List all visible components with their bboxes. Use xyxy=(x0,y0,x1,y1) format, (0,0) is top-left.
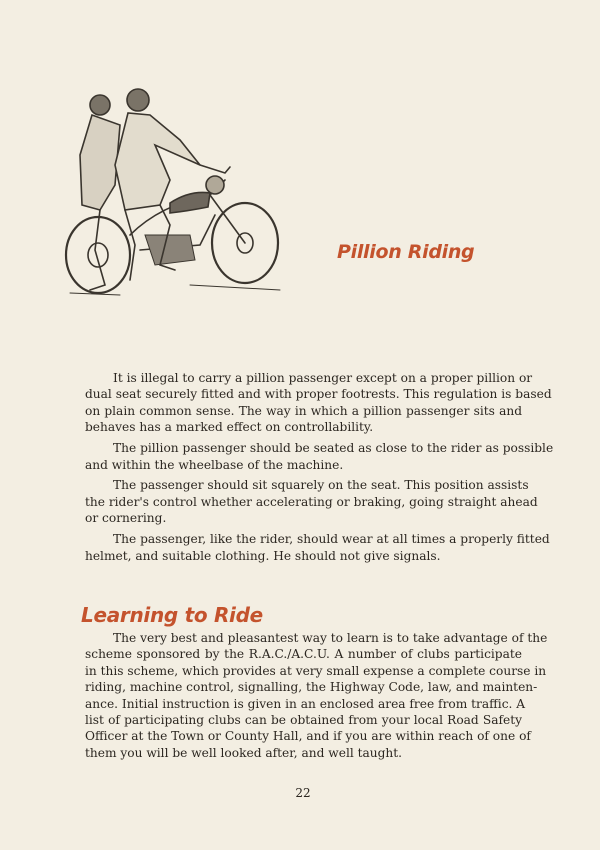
paragraph xyxy=(85,531,550,564)
paragraph xyxy=(85,477,538,526)
text-line: on plain common sense. The way in which a pillion passenger sits and xyxy=(85,403,522,418)
text-line: them you will be well looked after, and well taught. xyxy=(85,745,403,760)
text-line: ance. Initial instruction is given in an enclosed area free from traffic. A xyxy=(85,696,526,711)
page-number: 22 xyxy=(295,786,311,800)
heading-pillion-riding: Pillion Riding xyxy=(337,241,475,263)
text-line: the rider's control whether accelerating or braking, going straight ahead xyxy=(85,494,538,509)
text-line: dual seat securely fitted and with proper footrests. This regulation is based xyxy=(85,387,552,402)
pillion-riding-text xyxy=(85,370,554,568)
text-line: The passenger should sit squarely on the seat. This position assists xyxy=(113,478,529,493)
learning-to-ride-text xyxy=(85,630,548,766)
heading-learning-to-ride: Learning to Ride xyxy=(81,603,263,627)
paragraph xyxy=(85,630,548,761)
text-line: list of participating clubs can be obtained from your local Road Safety xyxy=(85,713,522,728)
text-line: It is illegal to carry a pillion passenger except on a proper pillion or xyxy=(113,371,533,385)
text-line: behaves has a marked effect on controllability. xyxy=(85,420,374,435)
text-line: Officer at the Town or County Hall, and if you are within reach of one of xyxy=(85,729,531,744)
motorcycle-pillion-illustration xyxy=(60,85,290,305)
text-line: or cornering. xyxy=(85,511,167,526)
paragraph xyxy=(85,370,552,436)
text-line: The passenger, like the rider, should wear at all times a properly fitted xyxy=(113,532,550,547)
text-line: helmet, and suitable clothing. He should not give signals. xyxy=(85,548,441,563)
text-line: in this scheme, which provides at very small expense a complete course in xyxy=(85,663,547,678)
paragraph xyxy=(85,440,554,473)
text-line: The very best and pleasantest way to learn is to take advantage of the xyxy=(113,631,548,645)
text-line: riding, machine control, signalling, the Highway Code, law, and mainten- xyxy=(85,680,538,695)
text-line: The pillion passenger should be seated as close to the rider as possible xyxy=(113,441,554,456)
text-line: scheme sponsored by the R.A.C./A.C.U. A number of clubs participate xyxy=(85,647,522,662)
text-line: and within the wheelbase of the machine. xyxy=(85,457,344,472)
